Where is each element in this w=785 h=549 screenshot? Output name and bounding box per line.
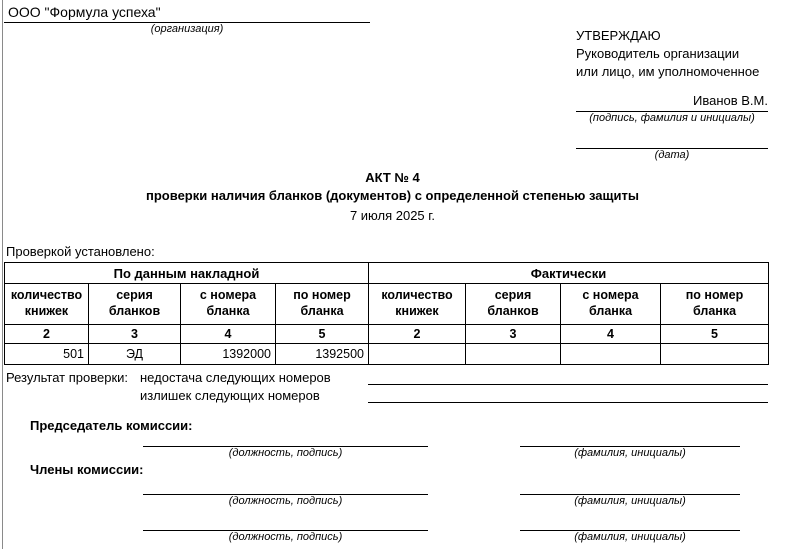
table-group-header-row	[5, 263, 769, 284]
cell-invoice-from[interactable]: 1392000	[181, 344, 276, 365]
cell-invoice-quantity[interactable]: 501	[5, 344, 89, 365]
table-row	[5, 344, 769, 365]
result-item-surplus: излишек следующих номеров	[140, 388, 320, 403]
col-header-actual-from: с номера бланка	[561, 284, 661, 325]
member-2-position-caption: (должность, подпись)	[228, 531, 343, 543]
col-number-1: 2	[5, 325, 89, 344]
chairman-label: Председатель комиссии:	[30, 418, 193, 433]
cell-actual-from[interactable]	[561, 344, 661, 365]
chairman-position-caption: (должность, подпись)	[228, 447, 343, 459]
intro-text: Проверкой установлено:	[6, 244, 155, 259]
page-left-border	[2, 0, 3, 549]
col-header-invoice-from: с номера бланка	[181, 284, 276, 325]
date-caption: (дата)	[654, 149, 690, 161]
col-header-actual-to: по номер бланка	[661, 284, 769, 325]
members-label: Члены комиссии:	[30, 462, 144, 477]
approval-line-head: Руководитель организации	[576, 46, 740, 61]
col-number-2: 3	[89, 325, 181, 344]
cell-actual-quantity[interactable]	[369, 344, 466, 365]
col-number-6: 3	[466, 325, 561, 344]
col-number-8: 5	[661, 325, 769, 344]
table-column-header-row	[5, 284, 769, 325]
member-1-name-caption: (фамилия, инициалы)	[574, 495, 686, 507]
approval-line-utverzhdayu: УТВЕРЖДАЮ	[576, 28, 661, 43]
cell-invoice-series[interactable]: ЭД	[89, 344, 181, 365]
col-number-3: 4	[181, 325, 276, 344]
col-number-7: 4	[561, 325, 661, 344]
group-header-actual: Фактически	[369, 263, 769, 284]
member-1-position-caption: (должность, подпись)	[228, 495, 343, 507]
col-number-5: 2	[369, 325, 466, 344]
col-header-actual-quantity: количество книжек	[369, 284, 466, 325]
document-date: 7 июля 2025 г.	[349, 208, 436, 223]
signature-caption: (подпись, фамилия и инициалы)	[589, 112, 755, 124]
blanks-check-table	[4, 262, 769, 365]
result-label: Результат проверки:	[6, 370, 129, 385]
col-header-invoice-to: по номер бланка	[276, 284, 369, 325]
group-header-invoice: По данным накладной	[5, 263, 369, 284]
col-header-actual-series: серия бланков	[466, 284, 561, 325]
member-2-name-caption: (фамилия, инициалы)	[574, 531, 686, 543]
table-column-number-row	[5, 325, 769, 344]
organization-name: ООО "Формула успеха"	[8, 4, 161, 20]
col-header-invoice-quantity: количество книжек	[5, 284, 89, 325]
result-surplus-line[interactable]	[368, 402, 768, 403]
organization-caption: (организация)	[150, 23, 224, 35]
col-header-invoice-series: серия бланков	[89, 284, 181, 325]
chairman-name-caption: (фамилия, инициалы)	[574, 447, 686, 459]
cell-actual-to[interactable]	[661, 344, 769, 365]
cell-actual-series[interactable]	[466, 344, 561, 365]
approval-line-authorized: или лицо, им уполномоченное	[576, 64, 760, 79]
document-subtitle: проверки наличия бланков (документов) с определенной степенью защиты	[146, 188, 639, 203]
result-item-shortage: недостача следующих номеров	[140, 370, 331, 385]
director-name: Иванов В.М.	[693, 93, 768, 108]
result-shortage-line[interactable]	[368, 384, 768, 385]
cell-invoice-to[interactable]: 1392500	[276, 344, 369, 365]
col-number-4: 5	[276, 325, 369, 344]
document-title: АКТ № 4	[365, 170, 420, 185]
